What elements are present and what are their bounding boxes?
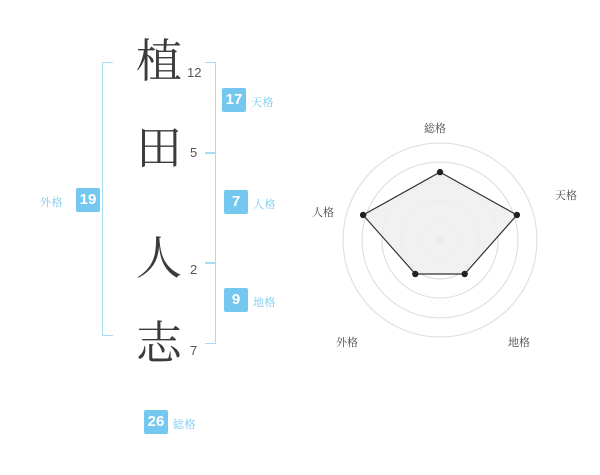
badge-jinkaku-label: 人格 (253, 199, 276, 211)
badge-soukaku-value: 26 (144, 410, 168, 434)
badge-chikaku-value: 9 (224, 288, 248, 312)
stroke-count-3: 2 (190, 262, 198, 277)
bracket-chikaku (205, 262, 216, 344)
stroke-count-1: 12 (187, 65, 202, 80)
kanji-char-2: 田 (136, 121, 182, 175)
bracket-gaikaku (102, 62, 113, 336)
bracket-tenkaku (205, 62, 216, 154)
radar-axis-label-soukaku: 総格 (424, 123, 446, 135)
radar-axis-label-chikaku: 地格 (508, 337, 530, 349)
radar-series-polygon (363, 172, 517, 274)
radar-svg (300, 0, 600, 470)
badge-chikaku-label: 地格 (253, 297, 276, 309)
radar-axis-label-jinkaku: 人格 (312, 207, 334, 219)
radar-axis-label-tenkaku: 天格 (555, 190, 577, 202)
kanji-char-1: 植 (136, 34, 182, 88)
kanji-char-4: 志 (136, 316, 182, 370)
name-kakusu-panel (0, 0, 300, 470)
stroke-count-2: 5 (190, 145, 198, 160)
kanji-char-3: 人 (136, 231, 182, 285)
badge-soukaku-label: 総格 (173, 419, 196, 431)
kakusu-radar-chart (300, 0, 600, 470)
badge-gaikaku-label: 外格 (40, 197, 63, 209)
badge-tenkaku-label: 天格 (251, 97, 274, 109)
stroke-count-4: 7 (190, 343, 198, 358)
radar-axis-label-gaikaku: 外格 (336, 337, 358, 349)
bracket-jinkaku (205, 152, 216, 264)
badge-tenkaku-value: 17 (222, 88, 246, 112)
badge-gaikaku-value: 19 (76, 188, 100, 212)
badge-jinkaku-value: 7 (224, 190, 248, 214)
